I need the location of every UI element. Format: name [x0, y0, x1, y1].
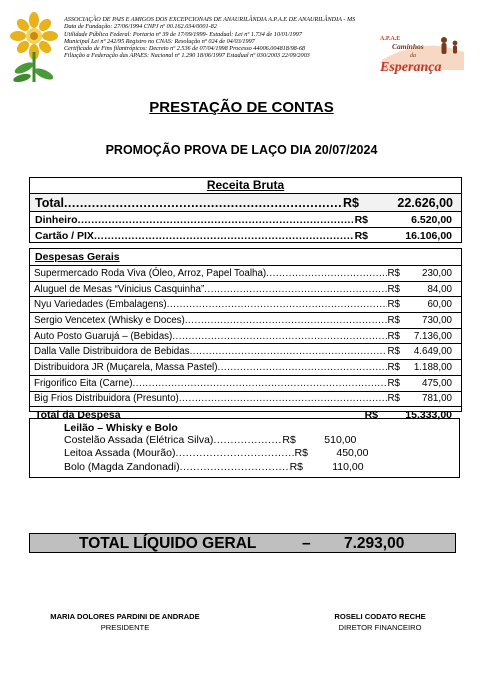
grand-total-label: TOTAL LÍQUIDO GERAL [79, 535, 257, 552]
caminhos-esperanca-logo [378, 30, 468, 74]
expense-row: Aluguel de Mesas “Vinicius Casquinha” ..... R$ 84,00 [30, 282, 461, 298]
auction-section [29, 418, 460, 478]
expense-row: Big Frios Distribuidora (Presunto) ..... R$ 781,00 [30, 392, 461, 408]
grand-total-bar [29, 533, 456, 553]
expense-row: Auto Posto Guarujá – (Bebidas) ..... R$ 7.136,00 [30, 329, 461, 345]
revenue-row: Cartão / PIX ..... R$ 16.106,00 [30, 228, 461, 244]
expense-row: Supermercado Roda Viva (Óleo, Arroz, Papel Toalha) ..... R$ 230,00 [30, 266, 461, 282]
expenses-total-row: Total da Despesa R$ 15.333,00 [35, 409, 452, 422]
revenue-heading: Receita Bruta [30, 178, 461, 194]
svg-text:Caminhos: Caminhos [392, 42, 424, 51]
grand-total-amount: 7.293,00 [344, 535, 405, 552]
expense-row: Distribuidora JR (Muçarela, Massa Pastel) ..... R$ 1.188,00 [30, 360, 461, 376]
signature-president: MARIA DOLORES PARDINI DE ANDRADE PRESIDENTE [50, 612, 200, 632]
revenue-section [29, 177, 462, 243]
svg-text:da: da [410, 53, 416, 59]
signature-finance-director: ROSELI CODATO RECHE DIRETOR FINANCEIRO [334, 612, 426, 632]
header-line: Filiação a Federação das APAES: Nacional nº 1.290 18/06/1997 Estadual nº 030/2003 22/09/2003 [64, 52, 310, 60]
expense-row: Nyu Variedades (Embalagens) ..... R$ 60,00 [30, 297, 461, 313]
header-line: Municipal Lei nº 242/95 Registro no CNAS: Resolução nº 024 de 04/03/1997 [64, 37, 255, 45]
svg-text:Esperança: Esperança [380, 60, 442, 74]
header-line: Certificado de Fins filantrópicos: Decreto nº 2.536 de 07/04/1998 Processo 44006.004818/98-68 [64, 45, 306, 53]
expenses-section [29, 248, 462, 422]
grand-total-separator: – [302, 535, 311, 552]
header-line: ASSOCIAÇÃO DE PAIS E AMIGOS DOS EXCEPCIONAIS DE ANAURILÂNDIA A.P.A.E DE ANAURILÂNDIA - MS [64, 16, 356, 23]
event-subtitle: PROMOÇÃO PROVA DE LAÇO DIA 20/07/2024 [105, 143, 378, 157]
svg-text:A.P.A.E: A.P.A.E [380, 36, 401, 42]
page-title: PRESTAÇÃO DE CONTAS [149, 99, 334, 116]
header-line: Data de Fundação: 27/06/1994 CNPJ nº 00.162.034/0001-82 [64, 23, 217, 31]
auction-row: Costelão Assada (Elétrica Silva) ..... R$ 510,00 [30, 433, 459, 447]
auction-heading: Leilão – Whisky e Bolo [64, 422, 178, 434]
auction-row: Bolo (Magda Zandonadi) ..... R$ 110,00 [30, 460, 459, 474]
apae-logo [8, 12, 60, 84]
revenue-row: Dinheiro ..... R$ 6.520,00 [30, 212, 461, 228]
auction-row: Leitoa Assada (Mourão) ..... R$ 450,00 [30, 447, 459, 461]
institution-header [64, 16, 384, 60]
revenue-total-row: Total ..... R$ 22.626,00 [30, 194, 461, 212]
expense-row: Sergio Vencetex (Whisky e Doces) ..... R$ 730,00 [30, 313, 461, 329]
expenses-heading: Despesas Gerais [30, 249, 461, 266]
header-line: Utilidade Pública Federal: Portaria nº 39 de 17/09/1999- Estadual: Lei nº 1.734 de 10/01/1997 [64, 30, 302, 38]
expense-row: Dalla Valle Distribuidora de Bebidas ..... R$ 4.649,00 [30, 344, 461, 360]
expense-row: Frigorifico Eita (Carne) ..... R$ 475,00 [30, 376, 461, 392]
